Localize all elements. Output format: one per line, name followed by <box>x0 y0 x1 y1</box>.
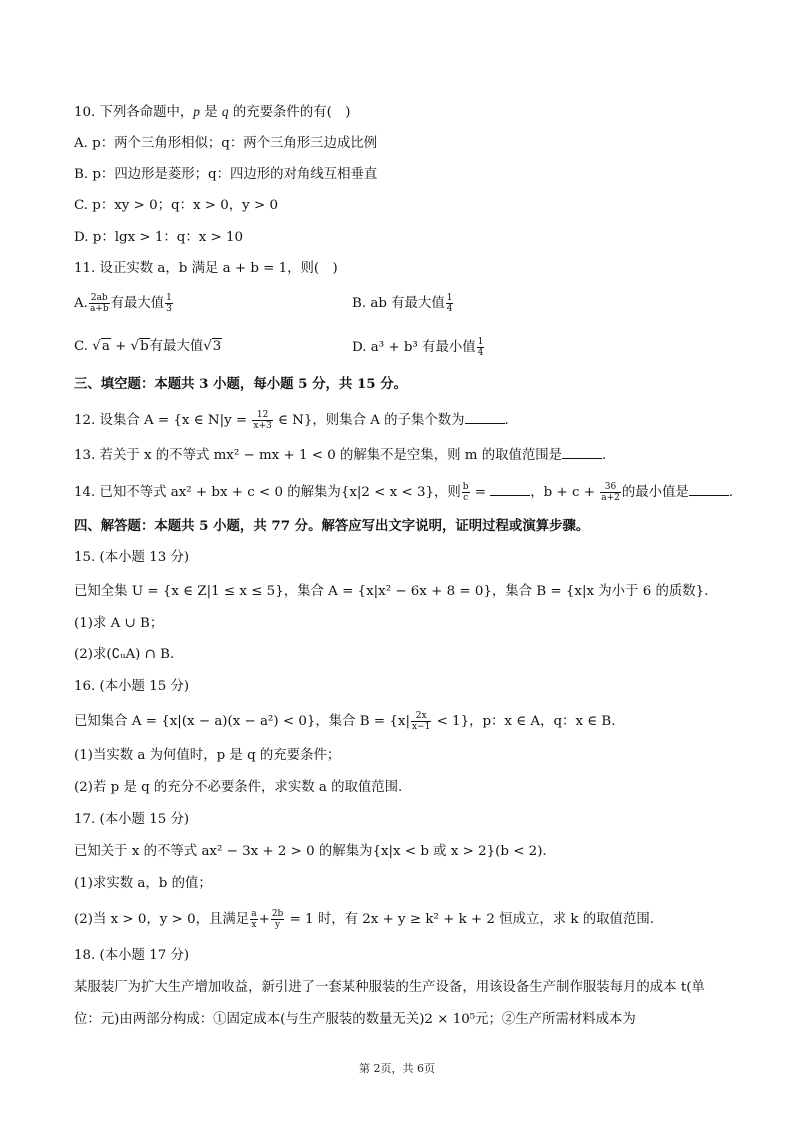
q10-stem: 10. 下列各命题中，p 是 q 的充要条件的有( ) <box>74 104 351 120</box>
fraction: $\frac{1}{4}$ <box>477 337 484 358</box>
q17-body: 已知关于 x 的不等式 ax² − 3x + 2 > 0 的解集为{x|x < b 或 x > 2}(b < 2). <box>74 844 547 859</box>
fraction: $\frac{1}{3}$ <box>166 293 172 314</box>
q16-body: 已知集合 A = {x|(x − a)(x − a²) < 0}，集合 B = {x| $\frac{2x}{x-1}$ < 1}，p：x ∈ A，q：x ∈ B. <box>74 711 616 732</box>
q15-part-2: (2)求(∁ᵤA) ∩ B. <box>74 647 175 662</box>
q13: 13. 若关于 x 的不等式 mx² − mx + 1 < 0 的解集不是空集，则 m 的取值范围是 . <box>74 448 607 463</box>
q18-body-line-2: 位：元)由两部分构成：①固定成本(与生产服装的数量无关)2 × 10⁵元；②生产所需材料成本为 <box>74 1012 636 1027</box>
q11-options-cd <box>74 337 734 357</box>
q11-option-a: A. $\frac{2ab}{a+b}$ 有最大值 $\frac{1}{3}$ <box>74 293 172 314</box>
answer-blank <box>689 483 729 496</box>
q17-title: 17. (本小题 15 分) <box>74 812 190 827</box>
q10-option-a: A. p：两个三角形相似；q：两个三角形三边成比例 <box>74 136 378 151</box>
answer-blank <box>562 446 602 459</box>
fraction: $\frac{2ab}{a+b}$ <box>89 293 109 314</box>
fraction: $\frac{2x}{x-1}$ <box>411 711 431 732</box>
fraction: $\frac{12}{x+3}$ <box>253 410 272 431</box>
fraction: $\frac{36}{a+2}$ <box>601 482 620 503</box>
fraction: $\frac{a}{x}$ <box>251 909 257 930</box>
q12: 12. 设集合 A = {x ∈ N|y = $\frac{12}{x+3}$ ∈ N}，则集合 A 的子集个数为 . <box>74 410 509 431</box>
q15-title: 15. (本小题 13 分) <box>74 550 190 565</box>
q11-option-c: C. √a + √b有最大值√3 <box>74 339 222 354</box>
q18-body-line-1: 某服装厂为扩大生产增加收益，新引进了一套某种服装的生产设备，用该设备生产制作服装每月的成本 t(单 <box>74 980 705 995</box>
q16-part-2: (2)若 p 是 q 的充分不必要条件，求实数 a 的取值范围. <box>74 780 403 795</box>
q15-part-1: (1)求 A ∪ B； <box>74 616 164 631</box>
q11-option-b: B. ab 有最大值 $\frac{1}{4}$ <box>352 293 453 314</box>
q16-title: 16. (本小题 15 分) <box>74 679 190 694</box>
fraction: $\frac{1}{4}$ <box>446 293 453 314</box>
answer-blank <box>490 483 530 496</box>
q11-options-ab <box>74 293 734 314</box>
fraction: $\frac{2b}{y}$ <box>271 909 284 930</box>
page-footer: 第 2页，共 6页 <box>359 1062 435 1075</box>
q15-body: 已知全集 U = {x ∈ Z|1 ≤ x ≤ 5}，集合 A = {x|x² − 6x + 8 = 0}，集合 B = {x|x 为小于 6 的质数}. <box>74 584 709 599</box>
q10-option-b: B. p：四边形是菱形；q：四边形的对角线互相垂直 <box>74 167 378 182</box>
answer-blank <box>465 411 505 424</box>
q10-option-c: C. p：xy > 0；q：x > 0，y > 0 <box>74 198 278 213</box>
q11-option-d: D. a³ + b³ 有最小值 $\frac{1}{4}$ <box>352 337 484 358</box>
q10-option-d: D. p：lgx > 1：q：x > 10 <box>74 230 244 245</box>
q16-part-1: (1)当实数 a 为何值时，p 是 q 的充要条件； <box>74 748 341 763</box>
q18-title: 18. (本小题 17 分) <box>74 948 190 963</box>
q11-stem: 11. 设正实数 a，b 满足 a + b = 1，则( ) <box>74 261 338 276</box>
fraction: $\frac{b}{c}$ <box>462 482 469 503</box>
section-3-heading: 三、填空题：本题共 3 小题，每小题 5 分，共 15 分。 <box>74 376 408 392</box>
q14: 14. 已知不等式 ax² + bx + c < 0 的解集为{x|2 < x < 3}，则 $\frac{b}{c}$ = ，b + c + $\frac{36}{a+2}$ 的最小值是 . <box>74 482 734 503</box>
q17-part-1: (1)求实数 a，b 的值； <box>74 876 212 891</box>
section-4-heading: 四、解答题：本题共 5 小题，共 77 分。解答应写出文字说明，证明过程或演算步骤。 <box>74 518 590 534</box>
q17-part-2: (2)当 x > 0，y > 0，且满足 $\frac{a}{x}$ + $\frac{2b}{y}$ = 1 时，有 2x + y ≥ k² + k + 2 恒成立，求 k 的取值范围. <box>74 909 654 930</box>
